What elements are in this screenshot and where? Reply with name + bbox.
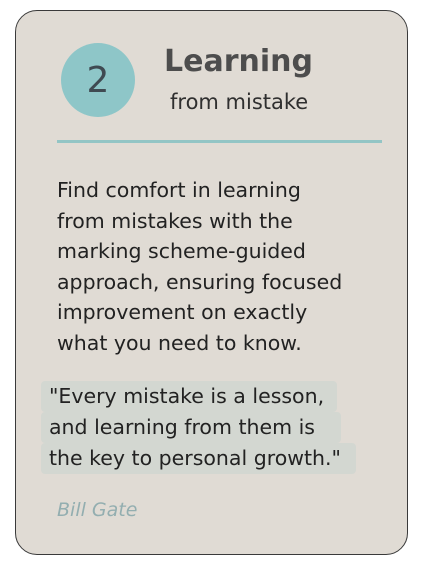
quote-line: the key to personal growth." [41, 443, 356, 474]
card-title: Learning [164, 44, 313, 79]
step-number-badge [61, 43, 135, 117]
description-line: from mistakes with the [57, 208, 293, 233]
quote-block [41, 381, 361, 478]
description-line: approach, ensuring focused [57, 269, 343, 294]
divider [57, 140, 382, 143]
quote-author: Bill Gate [57, 499, 138, 521]
card-description [57, 175, 377, 358]
quote-line: and learning from them is [41, 412, 341, 443]
description-line: improvement on exactly [57, 300, 308, 324]
info-card [15, 10, 408, 555]
quote-line: "Every mistake is a lesson, [41, 381, 337, 412]
description-line: marking scheme-guided [57, 239, 306, 263]
description-line: what you need to know. [57, 330, 302, 355]
step-number: 2 [86, 59, 110, 101]
description-line: Find comfort in learning [57, 178, 301, 202]
card-subtitle: from mistake [170, 90, 309, 114]
